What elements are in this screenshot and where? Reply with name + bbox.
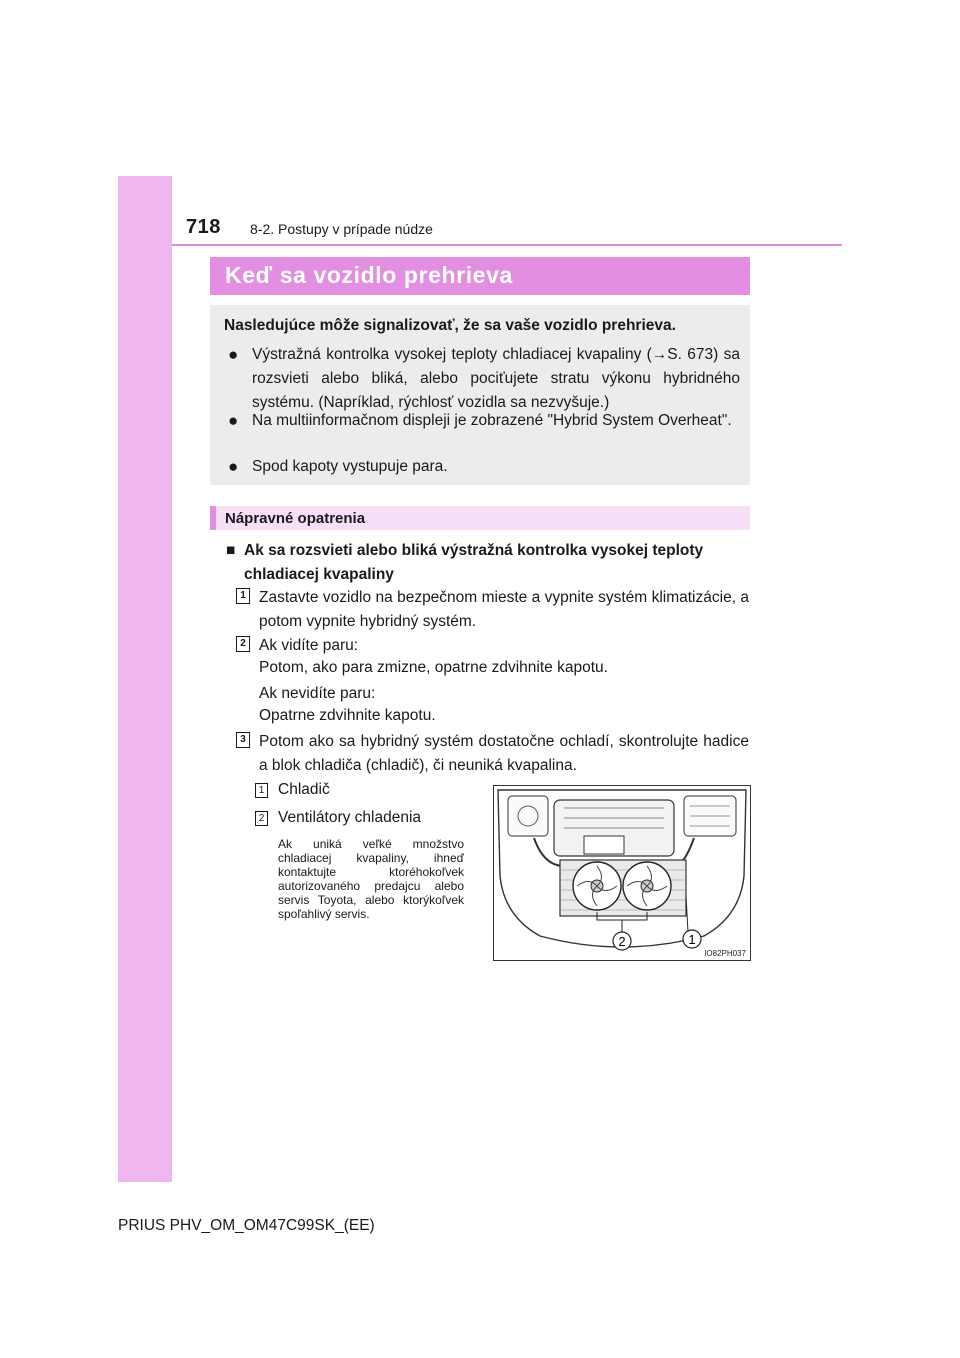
callout-label: Ventilátory chladenia xyxy=(278,809,422,826)
step-text: Opatrne zdvihnite kapotu. xyxy=(259,707,436,724)
engine-bay-drawing xyxy=(494,786,750,960)
square-bullet-icon: ■ xyxy=(226,542,236,559)
callout-number: 1 xyxy=(255,783,268,798)
callout-label: Chladič xyxy=(278,781,330,798)
step-text: Potom ako sa hybridný systém dostatočne ochladí, skontrolujte hadice a blok chladiča (chladič), či neuniká kvapalina. xyxy=(259,733,749,774)
symptoms-intro: Nasledujúce môže signalizovať, že sa vaše vozidlo prehrieva. xyxy=(224,317,676,334)
figure-marker-1: 1 xyxy=(688,932,696,947)
subsection-title: Nápravné opatrenia xyxy=(225,510,366,527)
chapter-sidebar-tab xyxy=(118,176,172,1182)
case-heading-text: Ak sa rozsvieti alebo bliká výstražná kontrolka vysokej teploty chladiacej kvapaliny xyxy=(244,542,704,583)
warning-note: Ak uniká veľké množstvo chladiacej kvapaliny, ihneď kontaktujte ktoréhokoľvek autorizovaného predajcu alebo servis Toyota, alebo ktorýkoľvek spoľahlivý servis. xyxy=(278,837,464,921)
subsection-banner xyxy=(210,506,750,530)
step-number: 2 xyxy=(236,636,250,652)
step-text: Ak nevidíte paru: xyxy=(259,685,376,702)
title-banner xyxy=(210,257,750,295)
footer-document-code: PRIUS PHV_OM_OM47C99SK_(EE) xyxy=(118,1217,375,1234)
bullet-icon: ● xyxy=(228,345,239,364)
engine-bay-illustration xyxy=(493,785,751,961)
bullet-icon: ● xyxy=(228,457,239,476)
header-divider xyxy=(172,244,842,246)
symptom-text: Na multiinformačnom displeji je zobrazené "Hybrid System Overheat". xyxy=(252,412,732,429)
subsection-accent xyxy=(210,506,216,530)
page-title: Keď sa vozidlo prehrieva xyxy=(225,262,513,288)
symptom-item xyxy=(228,455,740,479)
symptom-item xyxy=(228,409,740,433)
symptom-item xyxy=(228,343,740,415)
bullet-icon: ● xyxy=(228,411,239,430)
symptoms-box xyxy=(210,305,750,485)
step-text: Zastavte vozidlo na bezpečnom mieste a vypnite systém klimatizácie, a potom vypnite hybridný systém. xyxy=(259,589,749,630)
symptom-text: Výstražná kontrolka vysokej teploty chladiacej kvapaliny (→S. 673) sa rozsvieti alebo bliká, alebo pociťujete stratu výkonu hybridného systému. (Napríklad, rýchlosť vozidla sa nezvyšuje.) xyxy=(252,346,740,411)
page-number: 718 xyxy=(186,216,221,238)
callout-number: 2 xyxy=(255,811,268,826)
section-reference: 8-2. Postupy v prípade núdze xyxy=(250,221,433,237)
step-number: 3 xyxy=(236,732,250,748)
step-text: Potom, ako para zmizne, opatrne zdvihnite kapotu. xyxy=(259,659,608,676)
case-heading xyxy=(226,539,750,587)
step-text: Ak vidíte paru: xyxy=(259,637,359,654)
step-number: 1 xyxy=(236,588,250,604)
figure-code: IO82PH037 xyxy=(704,949,746,958)
figure-marker-2: 2 xyxy=(618,934,626,949)
symptom-text: Spod kapoty vystupuje para. xyxy=(252,458,448,475)
